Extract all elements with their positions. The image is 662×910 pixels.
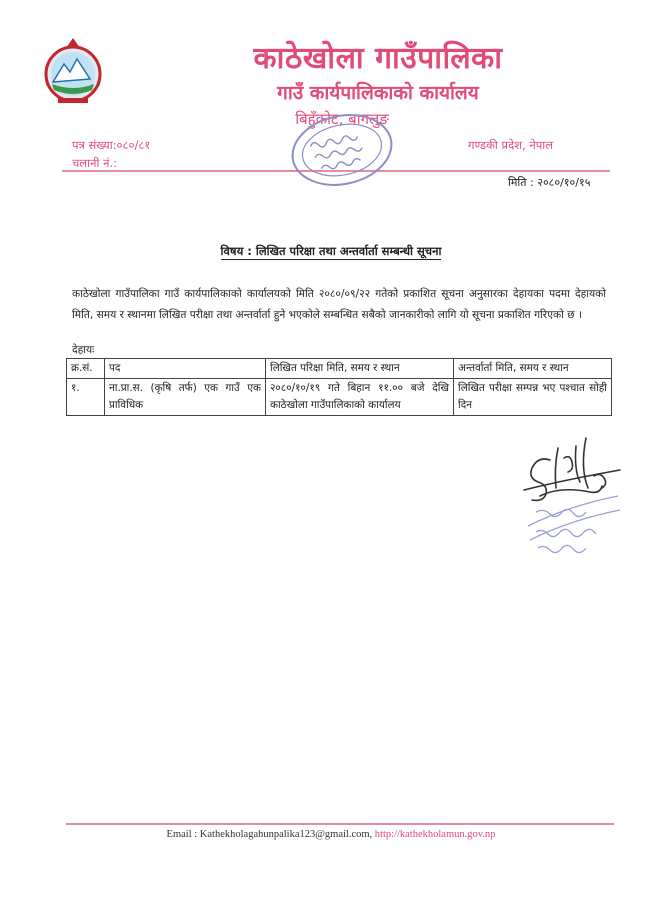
government-emblem-icon: [40, 34, 106, 106]
letter-date: मिति : २०८०/१०/१५: [508, 176, 591, 189]
cell-written-exam: २०८०/१०/१९ गते बिहान ११.०० बजे देखि काठेखोला गाउँपालिकाको कार्यालय: [266, 379, 454, 416]
notice-body: काठेखोला गाउँपालिका गाउँ कार्यपालिकाको कार्यालयको मिति २०८०/०९/२२ गतेको प्रकाशित सूचना अनुसारका देहायका पदमा देहायको मिति, समय र स्थानमा लिखित परीक्षा तथा अन्तर्वार्ता हुने भएकोले सम्बन्धित सबैको जानकारीको लागि यो सूचना प्रकाशित गरिएको छ ।: [72, 288, 606, 321]
footer-contact: [0, 829, 662, 840]
office-address: बिहुँकोट, बागलुङ: [295, 110, 389, 128]
header-written-exam: लिखित परिक्षा मिति, समय र स्थान: [266, 359, 454, 379]
table-row: [67, 379, 612, 416]
table-header-row: [67, 359, 612, 379]
dispatch-number: चलानी नं.:: [72, 156, 118, 170]
exam-schedule-table: [66, 358, 612, 416]
footer-email: Email : Kathekholagahunpalika123@gmail.com,: [166, 829, 373, 840]
office-seal-icon: [278, 110, 406, 192]
cell-interview: लिखित परीक्षा सम्पन्न भए पश्चात सोही दिन: [454, 379, 612, 416]
handwritten-signature-icon: [510, 428, 630, 558]
municipality-title: काठेखोला गाउँपालिका: [253, 41, 503, 76]
header-interview: अन्तर्वार्ता मिति, समय र स्थान: [454, 359, 612, 379]
dehaya-label: देहायः: [72, 344, 95, 356]
cell-post: ना.प्रा.स. (कृषि तर्फ) एक गाउँ एक प्राविधिक: [105, 379, 266, 416]
header-post: पद: [105, 359, 266, 379]
footer-website-link[interactable]: http://kathekholamun.gov.np: [374, 829, 496, 840]
footer-divider: [66, 823, 614, 825]
cell-serial: १.: [67, 379, 105, 416]
header-serial: क्र.सं.: [67, 359, 105, 379]
office-subtitle: गाउँ कार्यपालिकाको कार्यालय: [277, 82, 479, 104]
province-label: गण्डकी प्रदेश, नेपाल: [468, 138, 554, 152]
letter-number: पत्र संख्या:०८०/८१: [72, 138, 151, 152]
notice-subject: विषय : लिखित परिक्षा तथा अन्तर्वार्ता सम्बन्धी सूचना: [220, 244, 442, 258]
